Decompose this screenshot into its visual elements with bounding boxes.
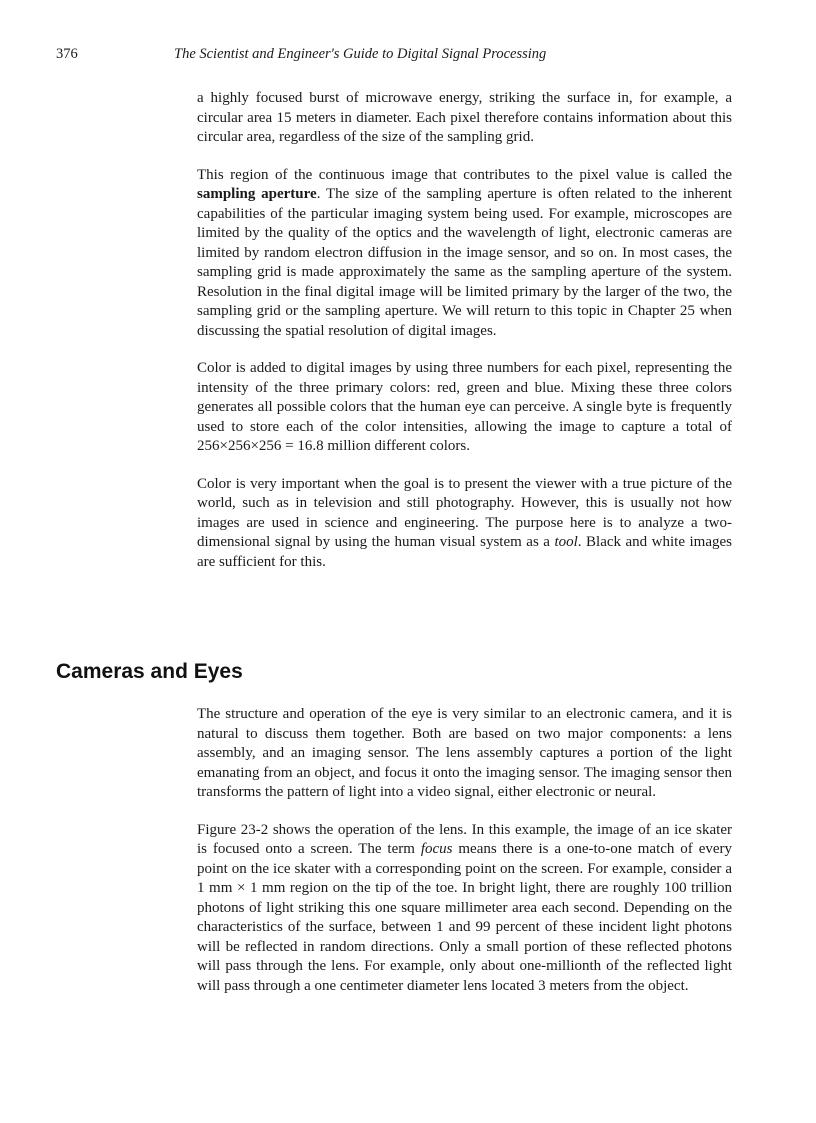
running-title: The Scientist and Engineer's Guide to Digital Signal Processing	[174, 46, 547, 62]
paragraph-text: This region of the continuous image that contributes to the pixel value is called the	[197, 166, 732, 183]
paragraph-text: Figure 23-2 shows the operation of the lens. In this example, the image of an ice skater is focused onto a screen. The term	[197, 821, 732, 857]
defined-term: sampling aperture	[197, 186, 317, 202]
paragraph-continued	[197, 89, 732, 148]
paragraph-eye-camera	[197, 705, 732, 803]
body-text-upper	[197, 89, 732, 590]
page-number: 376	[56, 46, 78, 62]
paragraph-sampling-aperture	[197, 166, 732, 342]
body-text-section	[197, 705, 732, 1014]
emphasized-word: focus	[420, 841, 453, 857]
paragraph-color-importance	[197, 475, 732, 573]
paragraph-text: means there is a one-to-one match of every point on the ice skater with a corresponding point on the screen. For example, consider a 1 mm × 1 mm region on the tip of the toe. In bright light, there are roughly 100 trillion photons of light striking this one square millimeter area each second. Depending on the characteristics of the surface, between 1 and 99 percent of these incident light photons will be reflected in random directions. Only a small portion of these reflected photons will pass through the lens. For example, only about one-millionth of the reflected light will pass through a one centimeter diameter lens located 3 meters from the object.	[197, 841, 732, 994]
emphasized-word: tool	[554, 534, 578, 550]
paragraph-text: a highly focused burst of microwave energy, striking the surface in, for example, a circular area 15 meters in diameter. Each pixel therefore contains information about this circular area, regardless of the size of the sampling grid.	[197, 90, 732, 145]
paragraph-color	[197, 359, 732, 457]
paragraph-text: Color is very important when the goal is to present the viewer with a true picture of the world, such as in television and still photography. However, this is usually not how images are used in science and engineering. The purpose here is to analyze a two-dimensional signal by using the human visual system as a	[197, 475, 732, 550]
running-header	[56, 44, 756, 64]
paragraph-lens-operation	[197, 821, 732, 997]
paragraph-text: . Black and white images are sufficient for this.	[197, 534, 732, 570]
paragraph-text: Color is added to digital images by using three numbers for each pixel, representing the intensity of the three primary colors: red, green and blue. Mixing these three colors generates all possible colors that the human eye can perceive. A single byte is frequently used to store each of the color intensities, allowing the image to capture a total of 256×256×256 = 16.8 million different colors.	[197, 360, 732, 454]
section-heading: Cameras and Eyes	[56, 660, 243, 683]
paragraph-text: . The size of the sampling aperture is often related to the inherent capabilities of the particular imaging system being used. For example, microscopes are limited by the quality of the optics and the wavelength of light, electronic cameras are limited by random electron diffusion in the image sensor, and so on. In most cases, the sampling grid is made approximately the same as the sampling aperture of the system. Resolution in the final digital image will be limited primary by the larger of the two, the sampling grid or the sampling aperture. We will return to this topic in Chapter 25 when discussing the spatial resolution of digital images.	[197, 186, 732, 339]
paragraph-text: The structure and operation of the eye is very similar to an electronic camera, and it is natural to discuss them together. Both are based on two major components: a lens assembly, and an imaging sensor. The lens assembly captures a portion of the light emanating from an object, and focus it onto the imaging sensor. The imaging sensor then transforms the pattern of light into a video signal, either electronic or neural.	[197, 706, 732, 800]
